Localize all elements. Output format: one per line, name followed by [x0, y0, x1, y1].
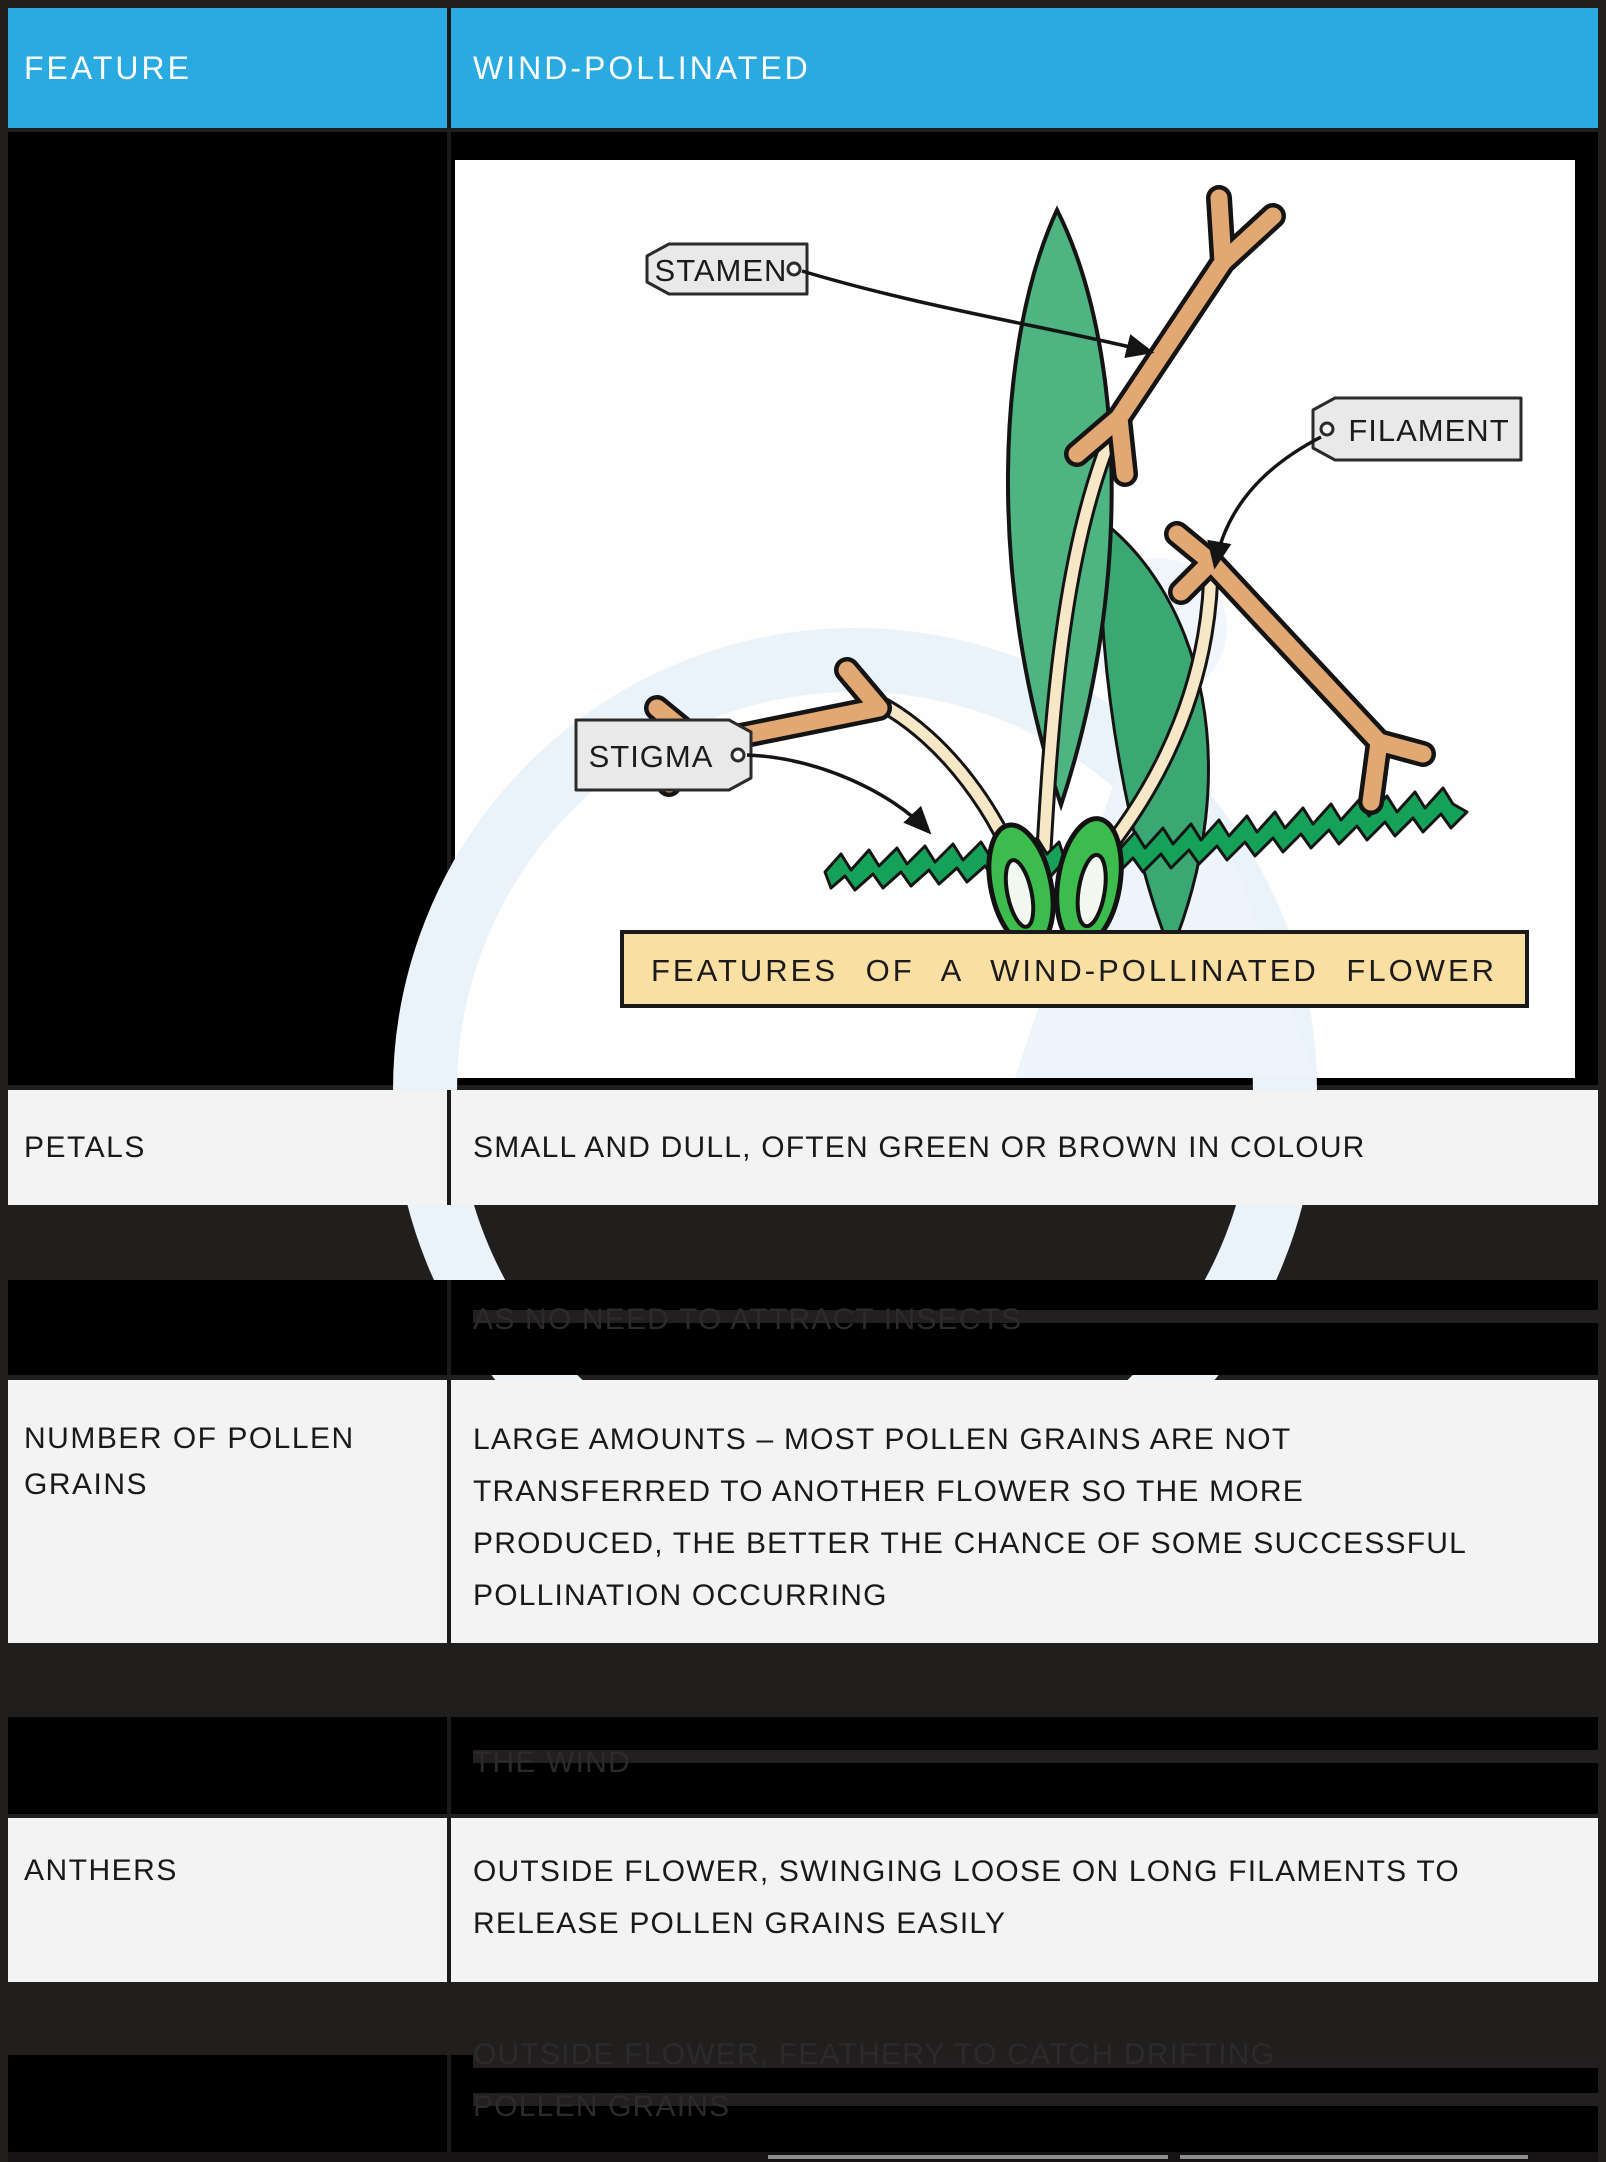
petals-feature-cell — [8, 1090, 447, 1205]
pollen-grains-value-cell — [451, 1380, 1598, 1643]
pollen-grains-label: NUMBER OF POLLEN GRAINS — [24, 1422, 355, 1501]
header-wind-pollinated-label: WIND-POLLINATED — [473, 49, 811, 86]
header-feature-label: FEATURE — [24, 49, 192, 86]
diagram-caption: FEATURES OF A WIND-POLLINATED FLOWER — [650, 953, 1498, 988]
diagram-caption-box — [622, 932, 1527, 1006]
pollen-transfer-hidden-value: THE WIND — [473, 1746, 631, 1779]
filament-label: FILAMENT — [1348, 413, 1510, 448]
pollen-transfer-value-cover-cell[interactable] — [451, 1717, 1598, 1814]
anthers-value-cell — [451, 1818, 1598, 1982]
scent-feature-cover-cell[interactable] — [8, 1280, 447, 1375]
pollen-transfer-feature-cover-cell[interactable] — [8, 1717, 447, 1814]
petals-value-cell — [451, 1090, 1598, 1205]
scent-row-covered — [8, 1280, 1598, 1375]
petals-label: PETALS — [24, 1130, 146, 1164]
bottom-row-edge-fragment — [768, 2155, 1168, 2159]
flower-diagram-canvas — [455, 160, 1575, 1078]
scent-value-cover-cell[interactable] — [451, 1280, 1598, 1375]
diagram-row — [8, 132, 1598, 1085]
pollen-grains-value: LARGE AMOUNTS – MOST POLLEN GRAINS ARE NOT TRANSFERRED TO ANOTHER FLOWER SO THE MORE PRODUCED, THE BETTER THE CHANCE OF SOME SUCCESSFUL POLLINATION OCCURRING — [473, 1423, 1468, 1612]
stigmas-hidden-value: OUTSIDE FLOWER, FEATHERY TO CATCH DRIFTING POLLEN GRAINS — [473, 2038, 1276, 2123]
filament-arrow — [1215, 437, 1321, 566]
anthers-label: ANTHERS — [24, 1854, 178, 1887]
pollen-transfer-row-covered — [8, 1717, 1598, 1814]
tag-hole-icon — [788, 263, 800, 275]
anthers-row — [8, 1818, 1598, 1982]
diagram-cell — [451, 132, 1598, 1085]
stigmas-row-covered — [8, 2038, 1598, 2152]
stamen-arrow — [802, 271, 1151, 352]
anthers-value: OUTSIDE FLOWER, SWINGING LOOSE ON LONG FILAMENTS TO RELEASE POLLEN GRAINS EASILY — [473, 1855, 1460, 1940]
stigma-label: STIGMA — [588, 739, 714, 774]
table-header-row — [8, 8, 1598, 128]
header-cell-feature — [8, 8, 447, 128]
scent-hidden-value: AS NO NEED TO ATTRACT INSECTS — [473, 1303, 1023, 1336]
tag-hole-icon — [732, 749, 744, 761]
pollen-grains-row — [8, 1380, 1598, 1643]
diagram-row-feature-cover-cell[interactable] — [8, 132, 447, 1085]
wind-pollinated-flower-diagram — [455, 160, 1575, 1078]
stigmas-value-cover-cell[interactable] — [451, 2038, 1598, 2152]
header-cell-wind-pollinated — [451, 8, 1598, 128]
anthers-feature-cell — [8, 1818, 447, 1982]
stigma-label-tag — [576, 720, 929, 832]
pollen-grains-feature-cell — [8, 1380, 447, 1643]
petals-value: SMALL AND DULL, OFTEN GREEN OR BROWN IN COLOUR — [473, 1130, 1366, 1164]
stamen-label: STAMEN — [654, 253, 788, 288]
petals-row — [8, 1090, 1598, 1205]
stigma-arrow — [747, 755, 929, 832]
anther-top — [1077, 198, 1273, 474]
stigmas-feature-cover-cell[interactable] — [8, 2055, 447, 2152]
bottom-row-edge-fragment — [1180, 2155, 1528, 2159]
tag-hole-icon — [1321, 423, 1333, 435]
filament-label-tag — [1215, 398, 1521, 566]
